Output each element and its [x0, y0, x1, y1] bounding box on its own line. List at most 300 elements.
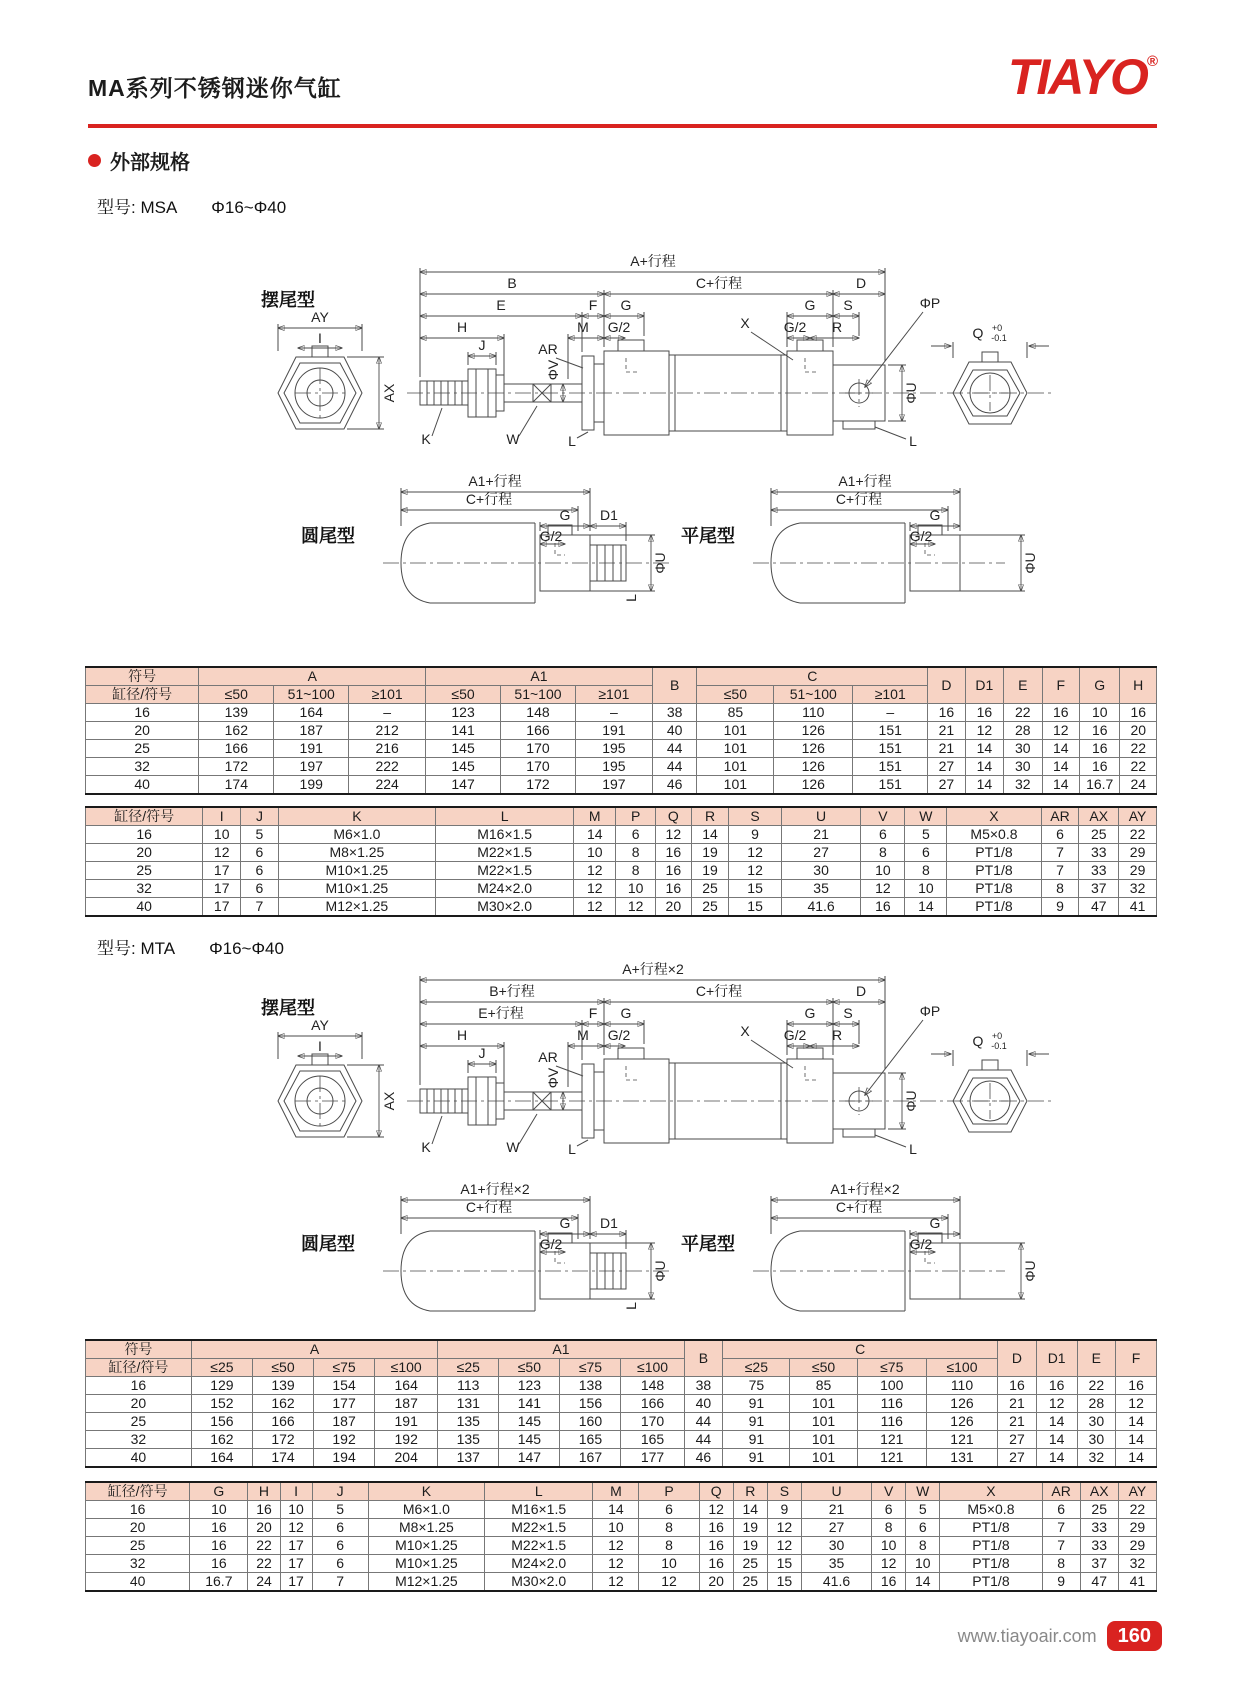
round-type-label: 圆尾型: [301, 1234, 355, 1254]
table-cell: 164: [274, 704, 349, 722]
table-row: [86, 1555, 1157, 1573]
dim-q: [931, 1031, 1049, 1066]
table-cell: 165: [621, 1431, 684, 1449]
dim-label-l: L: [568, 1141, 576, 1157]
dim-label-phiu: ΦU: [903, 382, 919, 404]
table-cell: 121: [926, 1431, 997, 1449]
table-cell: 101: [790, 1431, 857, 1449]
table-cell: 33: [1080, 1537, 1118, 1555]
table-cell: 145: [426, 740, 501, 758]
table-cell: 28: [1004, 722, 1042, 740]
table-cell: 16: [190, 1519, 248, 1537]
dim-label-h: H: [456, 1027, 468, 1043]
table-cell: 46: [684, 1449, 723, 1468]
table-cell: 25: [733, 1573, 767, 1592]
dim-label-g-flat: G: [929, 507, 941, 523]
table-row: [86, 1519, 1157, 1537]
table-cell: 177: [314, 1395, 375, 1413]
table-cell: 12: [699, 1501, 733, 1519]
table-cell: 14: [691, 826, 729, 844]
column-header: L: [485, 1482, 593, 1501]
table-cell: 166: [621, 1395, 684, 1413]
table-cell: PT1/8: [940, 1519, 1042, 1537]
table-cell: 141: [426, 722, 501, 740]
dim-label-g2: G/2: [607, 319, 631, 335]
table-cell: 37: [1079, 880, 1119, 898]
model-msa-range: Φ16~Φ40: [211, 198, 287, 217]
table-cell: 16: [861, 898, 905, 917]
dim-label-q: Q: [972, 1033, 984, 1049]
dim-label-phiu-round: ΦU: [652, 1260, 668, 1282]
table-cell: 8: [639, 1519, 699, 1537]
table-cell: 101: [790, 1395, 857, 1413]
table-cell: 15: [767, 1573, 801, 1592]
column-header: E: [1004, 667, 1042, 704]
column-subheader: 51~100: [774, 686, 853, 704]
table-cell: 135: [438, 1413, 499, 1431]
column-header: A: [191, 1340, 437, 1359]
table-cell: 30: [1077, 1413, 1116, 1431]
table-cell: 177: [621, 1449, 684, 1468]
table-cell: –: [853, 704, 928, 722]
dim-a: [420, 253, 885, 377]
table-cell: 17: [280, 1537, 312, 1555]
table-cell: 7: [1041, 844, 1079, 862]
table-cell: 16: [1079, 722, 1119, 740]
table-cell: 10: [574, 844, 616, 862]
table-row: [86, 1449, 1157, 1468]
column-header: V: [861, 807, 905, 826]
table-cell: 151: [853, 776, 928, 795]
table-cell: 12: [574, 880, 616, 898]
table-cell: 24: [1120, 776, 1157, 795]
table-cell: M30×2.0: [485, 1573, 593, 1592]
dim-phiu: [888, 1073, 919, 1129]
column-subheader: ≤50: [790, 1359, 857, 1377]
column-subheader: ≤75: [560, 1359, 621, 1377]
table-cell: 16.7: [190, 1573, 248, 1592]
column-header: B: [652, 667, 697, 704]
table-cell: 30: [1004, 740, 1042, 758]
table-cell: 10: [861, 862, 905, 880]
column-header: Q: [699, 1482, 733, 1501]
column-header: AY: [1119, 807, 1157, 826]
table-cell: 170: [621, 1413, 684, 1431]
table-cell: 14: [1036, 1449, 1077, 1468]
table-cell: 12: [593, 1555, 639, 1573]
table-cell: 17: [203, 898, 241, 917]
table-cell: 216: [349, 740, 426, 758]
dim-label-g2-round: G/2: [539, 528, 563, 544]
dim-label-ax: AX: [381, 1091, 397, 1111]
table-cell: 170: [501, 740, 576, 758]
table-cell: 40: [652, 722, 697, 740]
row-header: 40: [86, 1573, 190, 1592]
table-cell: 145: [499, 1431, 560, 1449]
table-cell: 212: [349, 722, 426, 740]
column-header: AX: [1079, 807, 1119, 826]
table-cell: 187: [314, 1413, 375, 1431]
dim-label-ar: AR: [538, 341, 558, 357]
table-cell: 10: [593, 1519, 639, 1537]
column-header: C: [697, 667, 928, 686]
table-cell: 12: [656, 826, 692, 844]
table-cell: 19: [691, 862, 729, 880]
table-cell: 29: [1119, 862, 1157, 880]
column-subheader: ≤50: [697, 686, 774, 704]
dim-label-d: D: [855, 275, 867, 291]
table-cell: 12: [729, 862, 781, 880]
table-row: [86, 740, 1157, 758]
table-cell: 12: [729, 844, 781, 862]
technical-drawing: [85, 248, 1160, 620]
column-header: R: [691, 807, 729, 826]
table-cell: 152: [191, 1395, 252, 1413]
registered-mark: ®: [1146, 53, 1158, 70]
dim-ax: [347, 1065, 397, 1137]
dim-label-l-right: L: [909, 433, 917, 449]
table-cell: 14: [1036, 1413, 1077, 1431]
column-header: A: [199, 667, 426, 686]
table-cell: 91: [723, 1431, 790, 1449]
dim-q: [931, 323, 1049, 358]
row-header: 16: [86, 1501, 190, 1519]
table-cell: M24×2.0: [435, 880, 573, 898]
dim-label-f: F: [588, 1005, 598, 1021]
table-cell: 12: [574, 862, 616, 880]
table-cell: 166: [252, 1413, 313, 1431]
table-cell: 32: [1077, 1449, 1116, 1468]
table-cell: 12: [574, 898, 616, 917]
table-cell: 126: [926, 1395, 997, 1413]
table-cell: 35: [781, 880, 861, 898]
table-cell: 6: [241, 862, 279, 880]
port-end-view: [953, 352, 1027, 424]
table-cell: 145: [426, 758, 501, 776]
column-header: J: [241, 807, 279, 826]
table-cell: 21: [998, 1395, 1037, 1413]
dim-label-phip: ΦP: [919, 295, 941, 311]
table-row: [86, 1573, 1157, 1592]
page-number-badge: 160: [1107, 1621, 1162, 1651]
table-cell: 32: [1004, 776, 1042, 795]
table-cell: 38: [684, 1377, 723, 1395]
corner-header: 缸径/符号: [86, 1359, 192, 1377]
column-subheader: ≤25: [191, 1359, 252, 1377]
table-cell: 14: [1042, 740, 1079, 758]
table-cell: 126: [774, 776, 853, 795]
table-cell: M16×1.5: [435, 826, 573, 844]
column-header: F: [1116, 1340, 1157, 1377]
column-header: D1: [1036, 1340, 1077, 1377]
table-cell: 121: [857, 1431, 926, 1449]
column-header: R: [733, 1482, 767, 1501]
table-cell: 14: [1116, 1431, 1157, 1449]
brand-logo-text: TIAYO: [1007, 49, 1147, 105]
table-cell: 27: [928, 758, 965, 776]
dim-label-c-flat: C+行程: [835, 491, 883, 507]
table-cell: 46: [652, 776, 697, 795]
dim-label-g: G: [620, 297, 632, 313]
row-header: 16: [86, 826, 203, 844]
table-row: [86, 1537, 1157, 1555]
corner-header: 缸径/符号: [86, 1482, 190, 1501]
dim-label-f: F: [588, 297, 598, 313]
dim-label-q-lower-tol: -0.1: [991, 1041, 1007, 1051]
table-cell: 222: [349, 758, 426, 776]
row-header: 25: [86, 1537, 190, 1555]
table-cell: 30: [781, 862, 861, 880]
dim-label-ay: AY: [311, 1017, 329, 1033]
dim-label-g2-right: G/2: [783, 1027, 807, 1043]
footer-url: www.tiayoair.com: [957, 1625, 1097, 1646]
table-cell: 7: [241, 898, 279, 917]
dim-label-b: B: [507, 275, 517, 291]
dim-label-l: L: [568, 433, 576, 449]
table-cell: 19: [733, 1519, 767, 1537]
row-header: 40: [86, 776, 199, 795]
table-cell: 139: [199, 704, 274, 722]
dim-label-a: A+行程: [630, 253, 676, 269]
column-header: M: [593, 1482, 639, 1501]
table-cell: 16: [998, 1377, 1037, 1395]
column-header: J: [312, 1482, 368, 1501]
table-cell: 41: [1118, 1573, 1156, 1592]
table-row: [86, 880, 1157, 898]
table-cell: M22×1.5: [435, 862, 573, 880]
column-header: X: [947, 807, 1041, 826]
table-cell: 12: [1116, 1395, 1157, 1413]
table-cell: 6: [312, 1555, 368, 1573]
table-cell: 91: [723, 1413, 790, 1431]
table-cell: 116: [857, 1395, 926, 1413]
table-cell: 10: [905, 880, 947, 898]
table-cell: 17: [203, 880, 241, 898]
table-cell: 14: [965, 740, 1003, 758]
table-cell: 14: [733, 1501, 767, 1519]
table-cell: 14: [1036, 1431, 1077, 1449]
table-cell: 44: [652, 758, 697, 776]
table-cell: 38: [652, 704, 697, 722]
table-cell: 10: [190, 1501, 248, 1519]
table-cell: 8: [872, 1519, 906, 1537]
table-cell: M30×2.0: [435, 898, 573, 917]
table-cell: 16: [1042, 704, 1079, 722]
dim-label-x: X: [740, 315, 750, 331]
table-cell: 20: [699, 1573, 733, 1592]
dim-label-g-right: G: [804, 297, 816, 313]
column-header: A1: [438, 1340, 684, 1359]
column-subheader: ≤25: [723, 1359, 790, 1377]
row-header: 32: [86, 758, 199, 776]
table-row: [86, 704, 1157, 722]
table-cell: 16: [699, 1537, 733, 1555]
table-cell: 151: [853, 740, 928, 758]
table-cell: 75: [723, 1377, 790, 1395]
table-cell: 192: [314, 1431, 375, 1449]
column-header: Q: [656, 807, 692, 826]
dim-label-phip: ΦP: [919, 1003, 941, 1019]
column-header: H: [1120, 667, 1157, 704]
table-cell: 14: [1116, 1413, 1157, 1431]
dim-label-phiu-flat: ΦU: [1022, 1260, 1038, 1282]
table-cell: 6: [872, 1501, 906, 1519]
table-cell: 8: [616, 862, 656, 880]
dim-label-m: M: [577, 1027, 589, 1043]
table-cell: 47: [1080, 1573, 1118, 1592]
table-cell: 9: [1042, 1573, 1080, 1592]
table-cell: 138: [560, 1377, 621, 1395]
table-cell: M16×1.5: [485, 1501, 593, 1519]
table-cell: 27: [998, 1431, 1037, 1449]
table-cell: 8: [906, 1537, 940, 1555]
dim-label-q-upper-tol: +0: [991, 323, 1003, 333]
table-cell: 12: [872, 1555, 906, 1573]
table-cell: 29: [1118, 1537, 1156, 1555]
section-heading-text: 外部规格: [110, 152, 190, 174]
table-cell: 16: [248, 1501, 280, 1519]
dim-label-s: S: [843, 1005, 853, 1021]
table-cell: 101: [697, 740, 774, 758]
swing-end-view: [278, 1054, 362, 1137]
column-subheader: ≤75: [857, 1359, 926, 1377]
column-header: P: [616, 807, 656, 826]
dim-label-e: E: [496, 297, 506, 313]
table-row: [86, 826, 1157, 844]
table-cell: M10×1.25: [278, 880, 435, 898]
column-header: S: [729, 807, 781, 826]
figure-msa: [85, 248, 1160, 620]
table-cell: 6: [1042, 1501, 1080, 1519]
column-header: P: [639, 1482, 699, 1501]
corner-header: 符号: [86, 1340, 192, 1359]
row-header: 25: [86, 862, 203, 880]
dim-label-x: X: [740, 1023, 750, 1039]
dim-label-b: B+行程: [489, 983, 535, 999]
row-header: 20: [86, 1519, 190, 1537]
table-cell: PT1/8: [947, 844, 1041, 862]
table-cell: 156: [191, 1413, 252, 1431]
column-header: D: [998, 1340, 1037, 1377]
table-cell: 21: [801, 1501, 871, 1519]
table-cell: PT1/8: [947, 880, 1041, 898]
table-cell: 145: [499, 1413, 560, 1431]
column-header: U: [801, 1482, 871, 1501]
table-cell: 12: [1036, 1395, 1077, 1413]
swing-type-label: 摆尾型: [261, 998, 315, 1018]
dim-label-g-right: G: [804, 1005, 816, 1021]
table-cell: 44: [684, 1413, 723, 1431]
table-cell: 6: [861, 826, 905, 844]
table-cell: 29: [1118, 1519, 1156, 1537]
table-cell: 162: [191, 1431, 252, 1449]
table-cell: 14: [965, 758, 1003, 776]
table-cell: 12: [593, 1573, 639, 1592]
table-cell: M10×1.25: [368, 1555, 484, 1573]
dim-label-i: I: [318, 1038, 322, 1054]
table-cell: 16: [1116, 1377, 1157, 1395]
table-cell: 12: [593, 1537, 639, 1555]
table-cell: M8×1.25: [278, 844, 435, 862]
table-cell: 19: [733, 1537, 767, 1555]
table-cell: 129: [191, 1377, 252, 1395]
dim-label-g2-flat: G/2: [909, 528, 933, 544]
table-row: [86, 1413, 1157, 1431]
row-header: 40: [86, 1449, 192, 1468]
table-cell: 22: [248, 1537, 280, 1555]
table-cell: 16: [1036, 1377, 1077, 1395]
table-cell: 5: [312, 1501, 368, 1519]
column-header: H: [248, 1482, 280, 1501]
column-header: B: [684, 1340, 723, 1377]
dim-label-g2-right: G/2: [783, 319, 807, 335]
table-cell: 33: [1080, 1519, 1118, 1537]
dim-label-g-flat: G: [929, 1215, 941, 1231]
table-cell: 197: [575, 776, 652, 795]
column-subheader: 51~100: [274, 686, 349, 704]
dim-label-ay: AY: [311, 309, 329, 325]
column-header: AY: [1118, 1482, 1156, 1501]
column-header: F: [1042, 667, 1079, 704]
table-cell: 10: [280, 1501, 312, 1519]
table-cell: M12×1.25: [278, 898, 435, 917]
table-cell: 35: [801, 1555, 871, 1573]
table-cell: 195: [575, 740, 652, 758]
table-cell: 14: [574, 826, 616, 844]
model-mta-label: 型号: MTA: [97, 939, 176, 958]
table-cell: M22×1.5: [485, 1537, 593, 1555]
dim-phiv: [545, 1067, 563, 1110]
table-cell: 28: [1077, 1395, 1116, 1413]
column-subheader: ≤100: [621, 1359, 684, 1377]
table-cell: 14: [1116, 1449, 1157, 1468]
table-cell: M5×0.8: [947, 826, 1041, 844]
dim-label-l-round: L: [623, 1302, 639, 1310]
table-cell: 6: [312, 1537, 368, 1555]
table-cell: 8: [639, 1537, 699, 1555]
column-header: K: [368, 1482, 484, 1501]
table-cell: PT1/8: [940, 1573, 1042, 1592]
table-cell: 131: [926, 1449, 997, 1468]
dim-label-g-round: G: [559, 1215, 571, 1231]
column-subheader: ≤75: [314, 1359, 375, 1377]
dim-label-w: W: [506, 431, 520, 447]
table-cell: 165: [560, 1431, 621, 1449]
dim-label-a1: A1+行程: [468, 473, 522, 489]
table-cell: 12: [861, 880, 905, 898]
table-cell: 154: [314, 1377, 375, 1395]
dim-label-j: J: [478, 1045, 486, 1061]
bullet-icon: [88, 154, 101, 167]
table-cell: 27: [801, 1519, 871, 1537]
table-cell: 148: [501, 704, 576, 722]
column-header: V: [872, 1482, 906, 1501]
table-cell: 41: [1119, 898, 1157, 917]
table-cell: 15: [729, 898, 781, 917]
dim-a: [420, 961, 885, 1085]
table-cell: 224: [349, 776, 426, 795]
table-cell: 14: [905, 898, 947, 917]
table-cell: PT1/8: [940, 1537, 1042, 1555]
table-cell: 24: [248, 1573, 280, 1592]
table-cell: 21: [781, 826, 861, 844]
column-subheader: ≤50: [426, 686, 501, 704]
column-header: W: [906, 1482, 940, 1501]
table-cell: 17: [280, 1573, 312, 1592]
table-cell: 22: [1077, 1377, 1116, 1395]
column-subheader: ≤100: [926, 1359, 997, 1377]
column-header: I: [280, 1482, 312, 1501]
